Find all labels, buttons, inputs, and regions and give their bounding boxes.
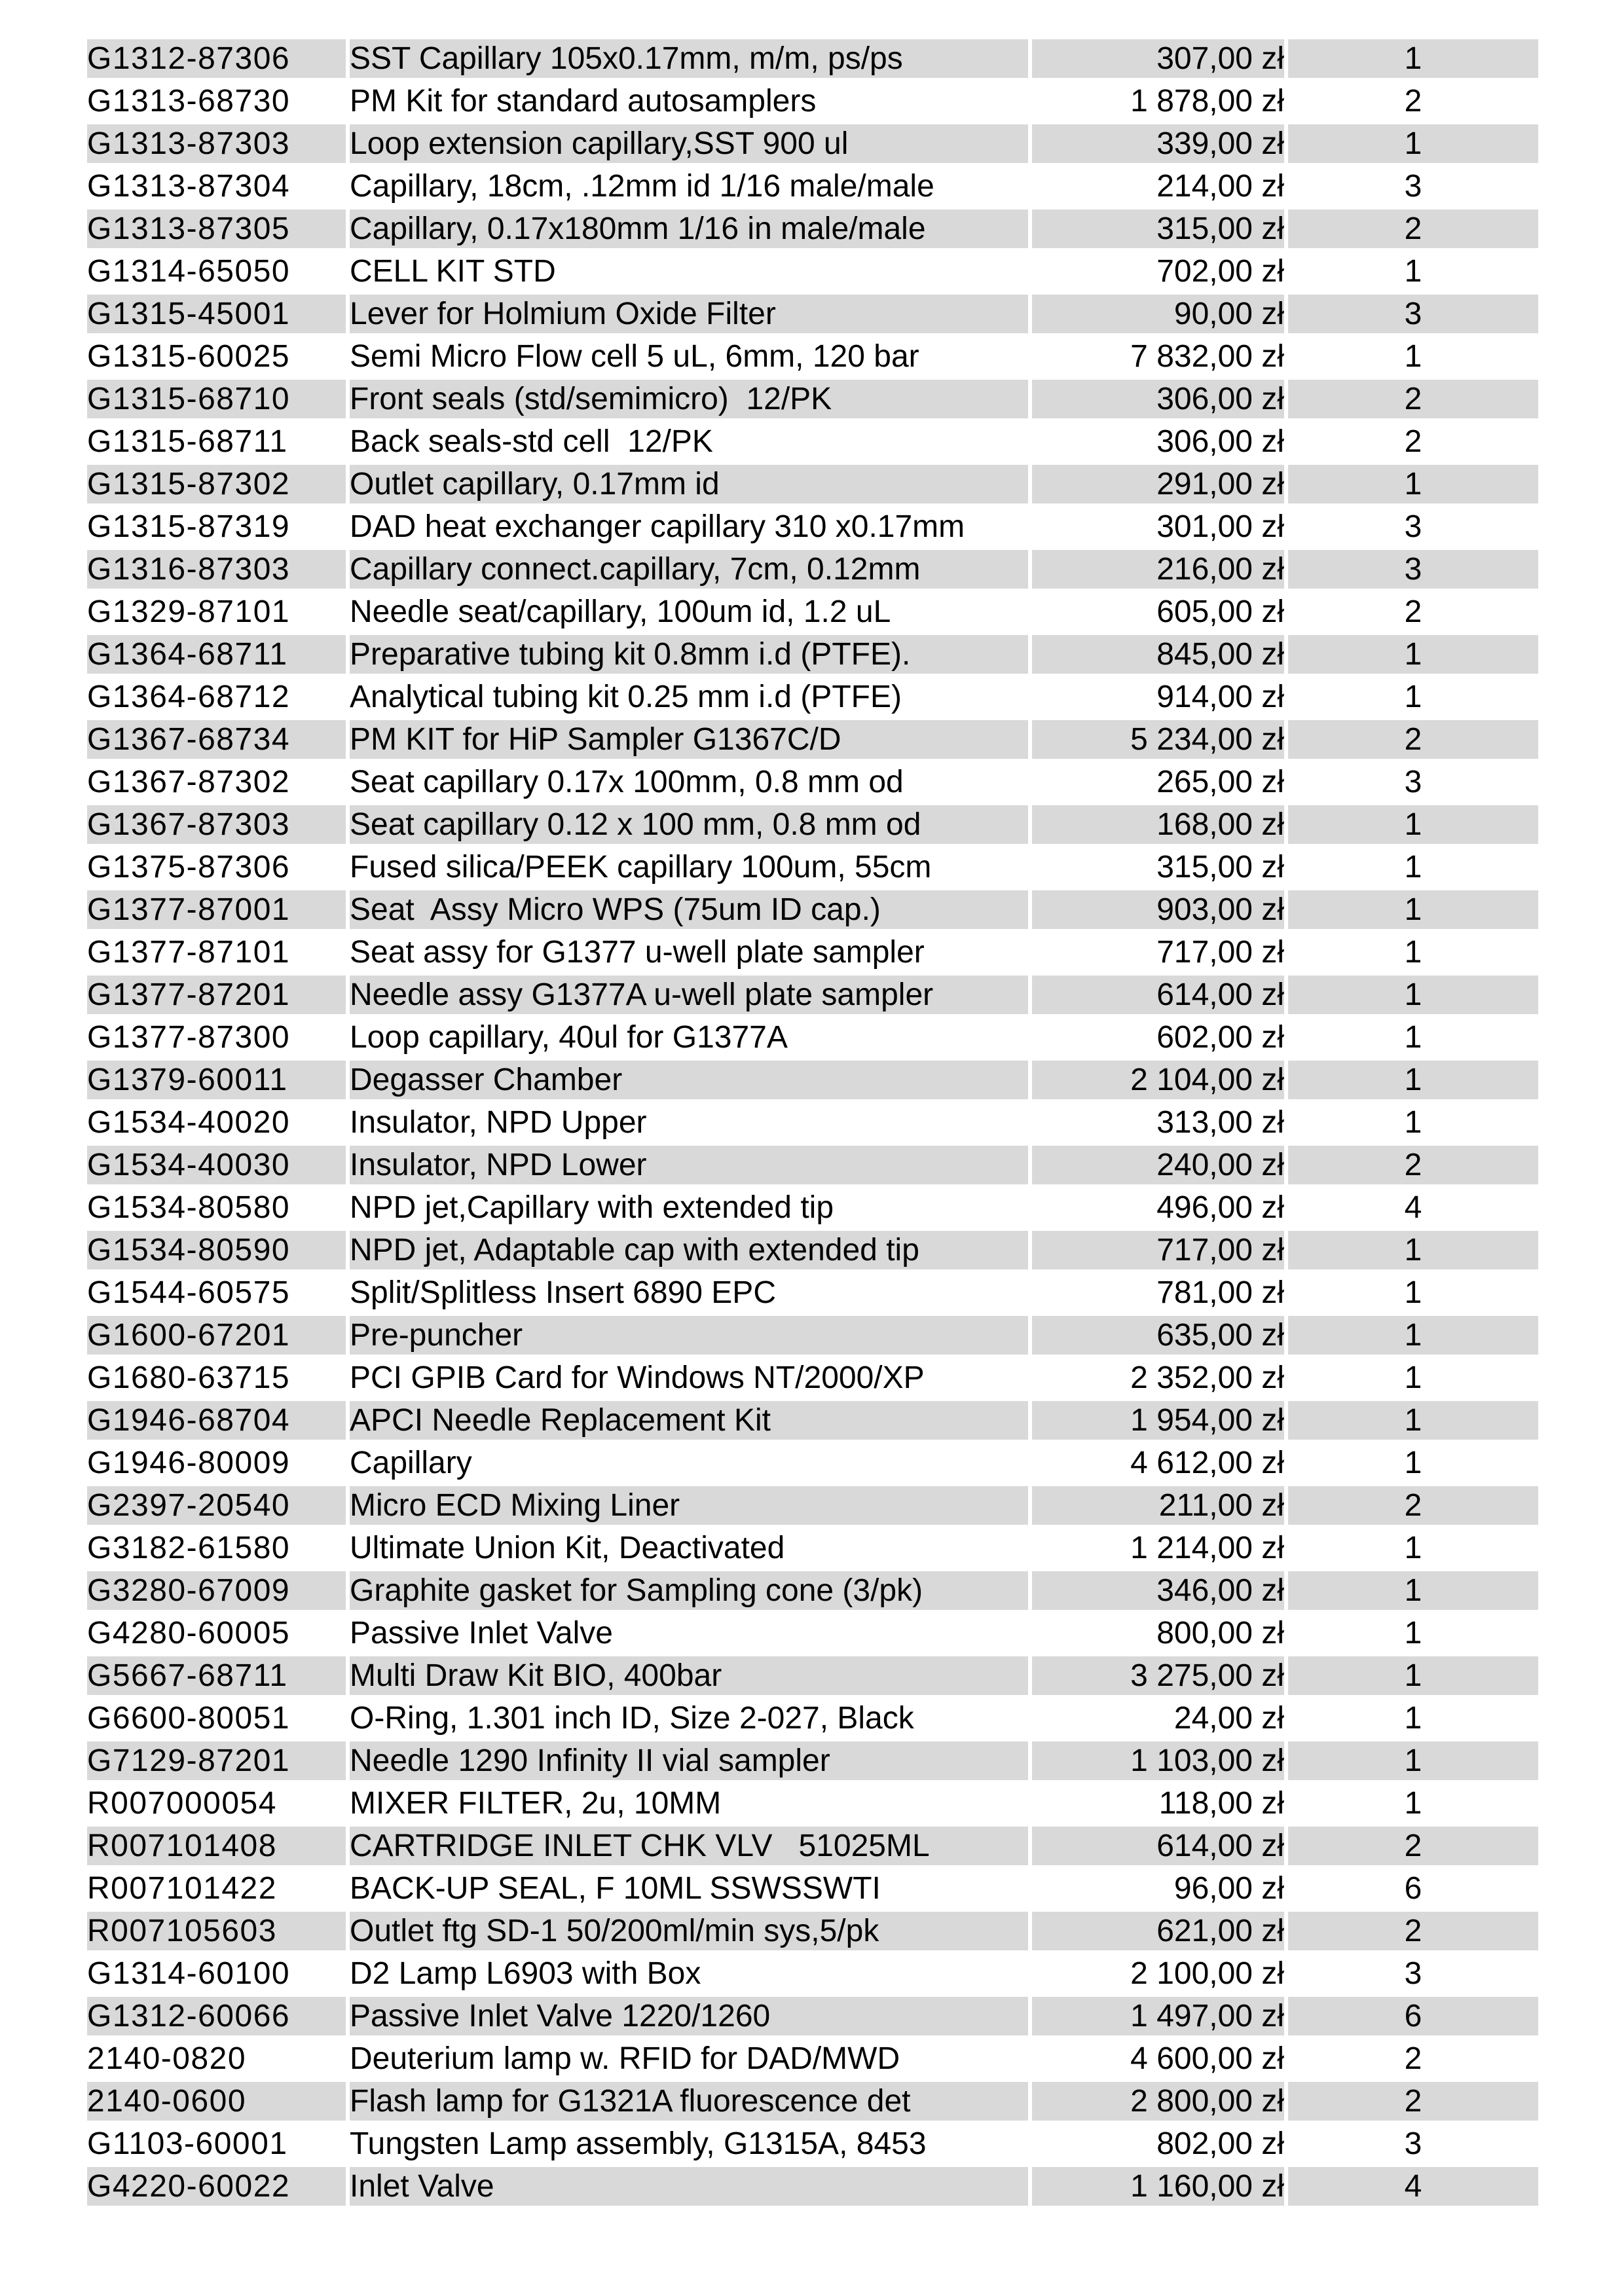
quantity-cell: 1 [1288,39,1538,78]
table-row [87,1529,1538,1567]
description-cell: Capillary, 18cm, .12mm id 1/16 male/male [350,168,934,204]
part-number-cell: G1313-87304 [87,168,291,204]
price-cell: 96,00 zł [1173,1870,1284,1906]
quantity-cell: 2 [1288,2082,1538,2121]
description-cell: CELL KIT STD [350,253,556,289]
quantity-cell: 1 [1404,679,1422,714]
quantity-cell: 1 [1288,1316,1538,1355]
quantity-cell: 1 [1288,1741,1538,1780]
quantity-cell: 6 [1404,1870,1422,1906]
part-number-cell: G1534-80590 [87,1231,346,1269]
quantity-cell: 1 [1404,934,1422,970]
table-row [87,1316,1538,1355]
price-cell: 1 954,00 zł [1032,1401,1284,1440]
table-row [87,1018,1538,1057]
table-row [87,805,1538,844]
description-cell: Passive Inlet Valve [350,1615,613,1650]
part-number-cell: G1364-68711 [87,635,346,674]
table-row [87,1358,1538,1397]
table-row [87,1869,1538,1908]
description-cell: Preparative tubing kit 0.8mm i.d (PTFE). [350,635,1028,674]
table-row [87,82,1538,120]
quantity-cell: 1 [1288,890,1538,929]
quantity-cell: 1 [1288,1571,1538,1610]
description-cell: Seat Assy Micro WPS (75um ID cap.) [350,890,1028,929]
quantity-cell: 2 [1288,1486,1538,1525]
part-number-cell: G1313-87305 [87,210,346,248]
part-number-cell: G1315-87319 [87,509,291,544]
description-cell: PM KIT for HiP Sampler G1367C/D [350,720,1028,759]
description-cell: Front seals (std/semimicro) 12/PK [350,380,1028,418]
part-number-cell: G1367-68734 [87,720,346,759]
quantity-cell: 1 [1288,1061,1538,1099]
table-row [87,507,1538,546]
description-cell: Capillary, 0.17x180mm 1/16 in male/male [350,210,1028,248]
price-cell: 717,00 zł [1156,934,1284,970]
description-cell: DAD heat exchanger capillary 310 x0.17mm [350,509,965,544]
description-cell: D2 Lamp L6903 with Box [350,1956,701,1991]
table-row [87,1656,1538,1695]
description-cell: Multi Draw Kit BIO, 400bar [350,1656,1028,1695]
table-row [87,1273,1538,1312]
part-number-cell: G1312-87306 [87,39,346,78]
part-number-cell: R007105603 [87,1912,346,1950]
price-cell: 315,00 zł [1156,849,1284,884]
price-cell: 605,00 zł [1156,594,1284,629]
table-row [87,550,1538,589]
price-cell: 346,00 zł [1032,1571,1284,1610]
quantity-cell: 6 [1288,1997,1538,2035]
quantity-cell: 1 [1404,338,1422,374]
quantity-cell: 1 [1404,1275,1422,1310]
part-number-cell: G1315-68710 [87,380,346,418]
description-cell: Capillary connect.capillary, 7cm, 0.12mm [350,550,1028,589]
quantity-cell: 2 [1404,594,1422,629]
table-row [87,252,1538,291]
price-cell: 5 234,00 zł [1032,720,1284,759]
part-number-cell: G4220-60022 [87,2167,346,2206]
description-cell: CARTRIDGE INLET CHK VLV 51025ML [350,1827,1028,1865]
description-cell: Seat assy for G1377 u-well plate sampler [350,934,925,970]
price-cell: 214,00 zł [1156,168,1284,204]
part-number-cell: G1377-87201 [87,975,346,1014]
table-row [87,380,1538,418]
price-cell: 1 878,00 zł [1130,83,1284,118]
table-row [87,720,1538,759]
table-row [87,1827,1538,1865]
quantity-cell: 3 [1404,509,1422,544]
part-number-cell: G1103-60001 [87,2126,288,2161]
quantity-cell: 1 [1288,465,1538,503]
table-row [87,295,1538,333]
part-number-cell: G1367-87303 [87,805,346,844]
description-cell: Passive Inlet Valve 1220/1260 [350,1997,1028,2035]
description-cell: Fused silica/PEEK capillary 100um, 55cm [350,849,932,884]
price-cell: 4 612,00 zł [1130,1445,1284,1480]
quantity-cell: 2 [1288,720,1538,759]
table-row [87,848,1538,886]
part-number-cell: G3280-67009 [87,1571,346,1610]
description-cell: APCI Needle Replacement Kit [350,1401,1028,1440]
description-cell: Split/Splitless Insert 6890 EPC [350,1275,776,1310]
quantity-cell: 1 [1404,253,1422,289]
part-number-cell: G1315-87302 [87,465,346,503]
description-cell: Back seals-std cell 12/PK [350,424,713,459]
price-cell: 702,00 zł [1156,253,1284,289]
table-row [87,2167,1538,2206]
table-row [87,763,1538,801]
price-cell: 7 832,00 zł [1130,338,1284,374]
price-cell: 1 214,00 zł [1130,1530,1284,1565]
quantity-cell: 3 [1288,295,1538,333]
part-number-cell: G1313-68730 [87,83,291,118]
quantity-cell: 3 [1404,168,1422,204]
description-cell: O-Ring, 1.301 inch ID, Size 2-027, Black [350,1700,914,1736]
table-row [87,422,1538,461]
description-cell: Deuterium lamp w. RFID for DAD/MWD [350,2041,900,2076]
table-row [87,1231,1538,1269]
part-number-cell: G1314-65050 [87,253,291,289]
price-cell: 3 275,00 zł [1032,1656,1284,1695]
table-row [87,1741,1538,1780]
table-row [87,465,1538,503]
price-cell: 802,00 zł [1156,2126,1284,2161]
table-row [87,890,1538,929]
description-cell: Needle seat/capillary, 100um id, 1.2 uL [350,594,891,629]
description-cell: Degasser Chamber [350,1061,1028,1099]
table-row [87,933,1538,972]
description-cell: Analytical tubing kit 0.25 mm i.d (PTFE) [350,679,902,714]
description-cell: MIXER FILTER, 2u, 10MM [350,1785,722,1821]
quantity-cell: 4 [1288,2167,1538,2206]
part-number-cell: G1329-87101 [87,594,291,629]
part-number-cell: G1367-87302 [87,764,291,799]
description-cell: Insulator, NPD Lower [350,1146,1028,1184]
table-row [87,1954,1538,1993]
quantity-cell: 1 [1288,975,1538,1014]
part-number-cell: G1315-68711 [87,424,288,459]
part-number-cell: G6600-80051 [87,1700,291,1736]
part-number-cell: G1946-68704 [87,1401,346,1440]
quantity-cell: 1 [1404,1104,1422,1140]
part-number-cell: G1680-63715 [87,1360,291,1395]
quantity-cell: 2 [1288,1146,1538,1184]
parts-table-body [87,39,1538,2206]
price-cell: 301,00 zł [1156,509,1284,544]
part-number-cell: G5667-68711 [87,1656,346,1695]
price-cell: 291,00 zł [1032,465,1284,503]
part-number-cell: G1315-60025 [87,338,291,374]
part-number-cell: G3182-61580 [87,1530,291,1565]
table-row [87,39,1538,78]
table-row [87,1188,1538,1227]
quantity-cell: 1 [1288,805,1538,844]
price-cell: 24,00 zł [1173,1700,1284,1736]
quantity-cell: 1 [1288,1231,1538,1269]
table-row [87,1614,1538,1652]
quantity-cell: 2 [1404,2041,1422,2076]
table-row [87,1784,1538,1823]
price-cell: 216,00 zł [1032,550,1284,589]
table-row [87,1486,1538,1525]
part-number-cell: G1379-60011 [87,1061,346,1099]
description-cell: Pre-puncher [350,1316,1028,1355]
table-row [87,1571,1538,1610]
quantity-cell: 1 [1404,1615,1422,1650]
quantity-cell: 1 [1404,849,1422,884]
price-cell: 2 104,00 zł [1032,1061,1284,1099]
description-cell: NPD jet,Capillary with extended tip [350,1190,834,1225]
table-row [87,2124,1538,2163]
description-cell: PCI GPIB Card for Windows NT/2000/XP [350,1360,925,1395]
price-cell: 781,00 zł [1156,1275,1284,1310]
parts-table [83,35,1542,2210]
price-cell: 306,00 zł [1032,380,1284,418]
price-cell: 313,00 zł [1156,1104,1284,1140]
description-cell: Graphite gasket for Sampling cone (3/pk) [350,1571,1028,1610]
quantity-cell: 1 [1288,1656,1538,1695]
description-cell: Lever for Holmium Oxide Filter [350,295,1028,333]
quantity-cell: 1 [1404,1360,1422,1395]
part-number-cell: G1377-87101 [87,934,291,970]
part-number-cell: G1544-60575 [87,1275,291,1310]
description-cell: PM Kit for standard autosamplers [350,83,817,118]
part-number-cell: G1316-87303 [87,550,346,589]
description-cell: Micro ECD Mixing Liner [350,1486,1028,1525]
price-cell: 496,00 zł [1156,1190,1284,1225]
table-row [87,975,1538,1014]
part-number-cell: R007101422 [87,1870,277,1906]
quantity-cell: 1 [1288,635,1538,674]
price-cell: 4 600,00 zł [1130,2041,1284,2076]
quantity-cell: 1 [1404,1785,1422,1821]
price-cell: 621,00 zł [1032,1912,1284,1950]
description-cell: Seat capillary 0.12 x 100 mm, 0.8 mm od [350,805,1028,844]
price-cell: 118,00 zł [1158,1785,1284,1821]
part-number-cell: G1946-80009 [87,1445,291,1480]
description-cell: Insulator, NPD Upper [350,1104,647,1140]
description-cell: Inlet Valve [350,2167,1028,2206]
quantity-cell: 2 [1404,83,1422,118]
price-cell: 800,00 zł [1156,1615,1284,1650]
description-cell: Ultimate Union Kit, Deactivated [350,1530,785,1565]
part-number-cell: G1375-87306 [87,849,291,884]
price-cell: 614,00 zł [1032,1827,1284,1865]
table-row [87,167,1538,206]
part-number-cell: G1315-45001 [87,295,346,333]
price-cell: 211,00 zł [1032,1486,1284,1525]
part-number-cell: G1534-40020 [87,1104,291,1140]
description-cell: Loop extension capillary,SST 900 ul [350,124,1028,163]
quantity-cell: 2 [1288,380,1538,418]
quantity-cell: 4 [1404,1190,1422,1225]
table-row [87,635,1538,674]
quantity-cell: 2 [1404,424,1422,459]
quantity-cell: 1 [1404,1530,1422,1565]
quantity-cell: 1 [1288,124,1538,163]
table-row [87,337,1538,376]
quantity-cell: 1 [1404,1700,1422,1736]
part-number-cell: G1312-60066 [87,1997,346,2035]
table-row [87,1997,1538,2035]
description-cell: Seat capillary 0.17x 100mm, 0.8 mm od [350,764,904,799]
table-row [87,1401,1538,1440]
part-number-cell: R007000054 [87,1785,277,1821]
part-number-cell: G1313-87303 [87,124,346,163]
quantity-cell: 1 [1404,1445,1422,1480]
part-number-cell: G1314-60100 [87,1956,291,1991]
part-number-cell: G1364-68712 [87,679,291,714]
price-cell: 1 497,00 zł [1032,1997,1284,2035]
part-number-cell: G1377-87001 [87,890,346,929]
price-cell: 265,00 zł [1156,764,1284,799]
quantity-cell: 1 [1288,1401,1538,1440]
price-cell: 2 352,00 zł [1130,1360,1284,1395]
price-cell: 903,00 zł [1032,890,1284,929]
price-cell: 602,00 zł [1156,1019,1284,1055]
price-cell: 339,00 zł [1032,124,1284,163]
part-number-cell: G2397-20540 [87,1486,346,1525]
price-cell: 845,00 zł [1032,635,1284,674]
quantity-cell: 3 [1404,2126,1422,2161]
table-row [87,2082,1538,2121]
price-cell: 2 800,00 zł [1032,2082,1284,2121]
table-row [87,1699,1538,1738]
price-cell: 315,00 zł [1032,210,1284,248]
price-cell: 240,00 zł [1032,1146,1284,1184]
price-cell: 914,00 zł [1156,679,1284,714]
part-number-cell: G4280-60005 [87,1615,291,1650]
description-cell: SST Capillary 105x0.17mm, m/m, ps/ps [350,39,1028,78]
part-number-cell: G1534-40030 [87,1146,346,1184]
description-cell: Semi Micro Flow cell 5 uL, 6mm, 120 bar [350,338,919,374]
part-number-cell: G1534-80580 [87,1190,291,1225]
price-cell: 635,00 zł [1032,1316,1284,1355]
part-number-cell: 2140-0600 [87,2082,346,2121]
part-number-cell: 2140-0820 [87,2041,247,2076]
table-row [87,678,1538,716]
part-number-cell: G7129-87201 [87,1741,346,1780]
price-cell: 90,00 zł [1032,295,1284,333]
description-cell: Outlet capillary, 0.17mm id [350,465,1028,503]
quantity-cell: 2 [1288,210,1538,248]
quantity-cell: 3 [1288,550,1538,589]
table-row [87,1444,1538,1482]
price-cell: 2 100,00 zł [1130,1956,1284,1991]
table-row [87,1912,1538,1950]
table-row [87,592,1538,631]
table-row [87,1061,1538,1099]
description-cell: Loop capillary, 40ul for G1377A [350,1019,788,1055]
price-cell: 307,00 zł [1032,39,1284,78]
price-cell: 614,00 zł [1032,975,1284,1014]
quantity-cell: 3 [1404,764,1422,799]
table-row [87,124,1538,163]
table-row [87,2039,1538,2078]
table-row [87,210,1538,248]
quantity-cell: 3 [1404,1956,1422,1991]
price-cell: 1 160,00 zł [1032,2167,1284,2206]
price-cell: 306,00 zł [1156,424,1284,459]
price-cell: 717,00 zł [1032,1231,1284,1269]
part-number-cell: G1600-67201 [87,1316,346,1355]
description-cell: Tungsten Lamp assembly, G1315A, 8453 [350,2126,927,2161]
table-row [87,1103,1538,1142]
quantity-cell: 2 [1288,1912,1538,1950]
part-number-cell: G1377-87300 [87,1019,291,1055]
description-cell: Capillary [350,1445,472,1480]
description-cell: Flash lamp for G1321A fluorescence det [350,2082,1028,2121]
price-cell: 1 103,00 zł [1032,1741,1284,1780]
quantity-cell: 1 [1404,1019,1422,1055]
description-cell: Needle 1290 Infinity II vial sampler [350,1741,1028,1780]
price-cell: 168,00 zł [1032,805,1284,844]
description-cell: NPD jet, Adaptable cap with extended tip [350,1231,1028,1269]
description-cell: Needle assy G1377A u-well plate sampler [350,975,1028,1014]
table-row [87,1146,1538,1184]
description-cell: Outlet ftg SD-1 50/200ml/min sys,5/pk [350,1912,1028,1950]
quantity-cell: 2 [1288,1827,1538,1865]
part-number-cell: R007101408 [87,1827,346,1865]
description-cell: BACK-UP SEAL, F 10ML SSWSSWTI [350,1870,881,1906]
